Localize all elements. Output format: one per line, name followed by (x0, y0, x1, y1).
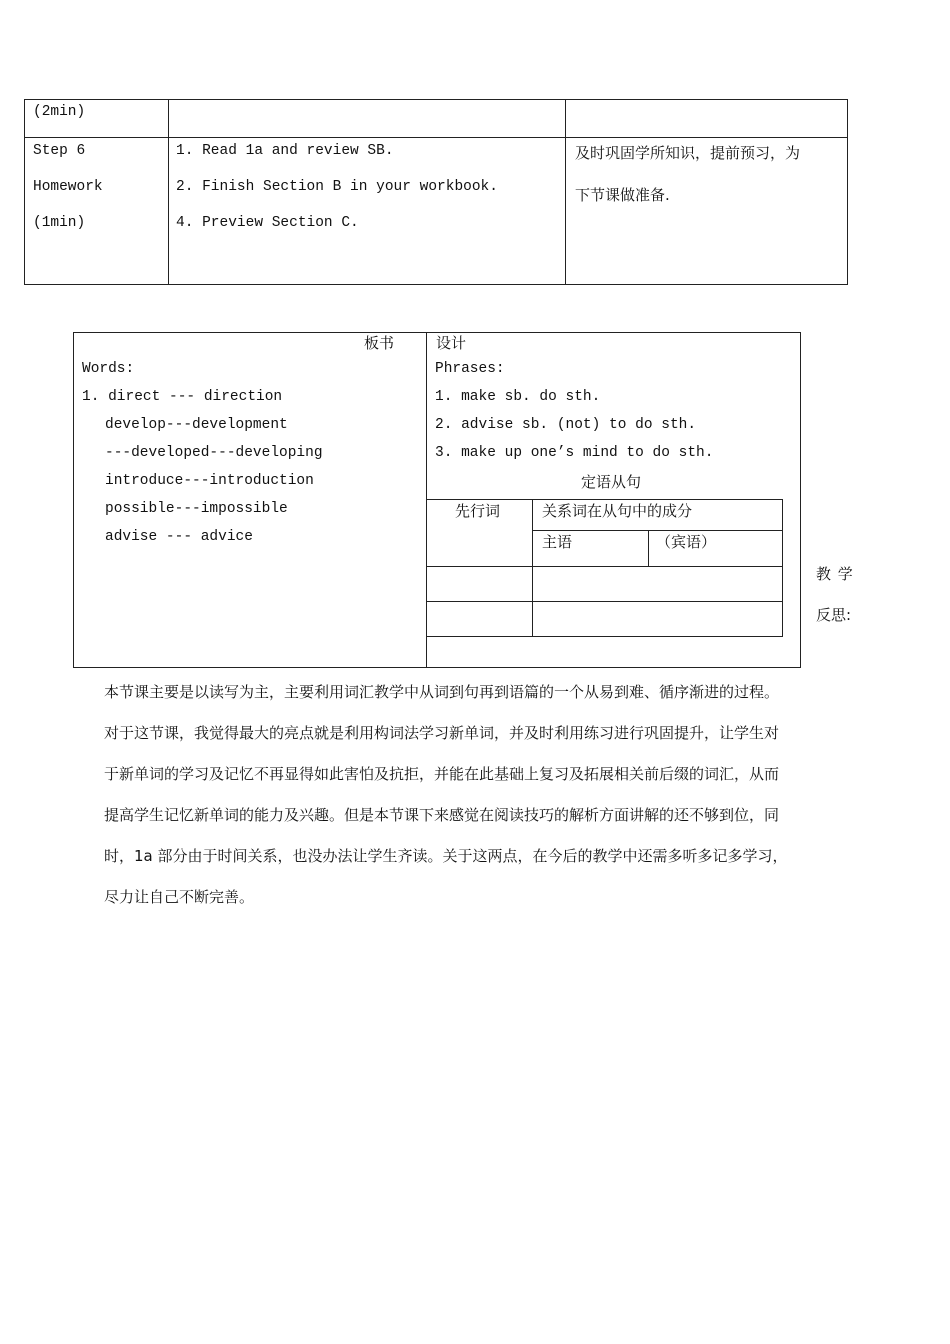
word-item: ---developed---developing (105, 445, 323, 461)
word-item: possible---impossible (105, 501, 288, 517)
step-name: Homework (33, 179, 103, 195)
reflection-label: 反思: (816, 606, 852, 624)
phrase-item: 1. make sb. do sth. (435, 389, 601, 405)
word-item: introduce---introduction (105, 473, 314, 489)
activity-item: 4. Preview Section C. (176, 215, 359, 231)
purpose-text: 下节课做准备. (575, 186, 670, 204)
step-label: Step 6 (33, 143, 86, 159)
word-item: 1. direct --- direction (82, 389, 283, 405)
clause-subcol-divider (648, 530, 649, 566)
board-title-right: 设计 (436, 334, 467, 352)
row-divider (24, 137, 848, 138)
phrase-item: 2. advise sb. (not) to do sth. (435, 417, 697, 433)
reflection-line: 本节课主要是以读写为主，主要利用词汇教学中从词到句再到语篇的一个从易到难、循序渐进的过程。 (104, 683, 780, 701)
words-heading: Words: (82, 361, 135, 377)
clause-col-role: 关系词在从句中的成分 (542, 502, 693, 520)
clause-sub-object: （宾语） (656, 533, 717, 551)
clause-col-antecedent: 先行词 (455, 502, 501, 520)
clause-row-divider (426, 601, 783, 602)
column-divider (168, 99, 169, 285)
reflection-line: 提高学生记忆新单词的能力及兴趣。但是本节课下来感觉在阅读技巧的解析方面讲解的还不够到位，同 (104, 806, 780, 824)
row-time: (2min) (33, 104, 86, 120)
reflection-line: 时，1a 部分由于时间关系，也没办法让学生齐读。关于这两点，在今后的教学中还需多听多记多学习， (104, 847, 788, 865)
board-title-left: 板书 (364, 334, 395, 352)
clause-row-divider (426, 566, 783, 567)
column-divider (565, 99, 566, 285)
clause-sub-subject: 主语 (542, 533, 573, 551)
reflection-line: 尽力让自己不断完善。 (104, 888, 255, 906)
clause-title: 定语从句 (581, 473, 642, 491)
purpose-text: 及时巩固学所知识，提前预习，为 (575, 144, 801, 162)
activity-item: 1. Read 1a and review SB. (176, 143, 394, 159)
reflection-line: 对于这节课，我觉得最大的亮点就是利用构词法学习新单词，并及时利用练习进行巩固提升，让学生对 (104, 724, 780, 742)
reflection-line: 于新单词的学习及记忆不再显得如此害怕及抗拒，并能在此基础上复习及拓展相关前后缀的词汇，从而 (104, 765, 780, 783)
activity-item: 2. Finish Section B in your workbook. (176, 179, 498, 195)
phrase-item: 3. make up one’s mind to do sth. (435, 445, 714, 461)
word-item: develop---development (105, 417, 288, 433)
word-item: advise --- advice (105, 529, 253, 545)
clause-col-divider (532, 499, 533, 637)
step-time: (1min) (33, 215, 86, 231)
reflection-label: 教 学 (816, 565, 854, 583)
phrases-heading: Phrases: (435, 361, 505, 377)
